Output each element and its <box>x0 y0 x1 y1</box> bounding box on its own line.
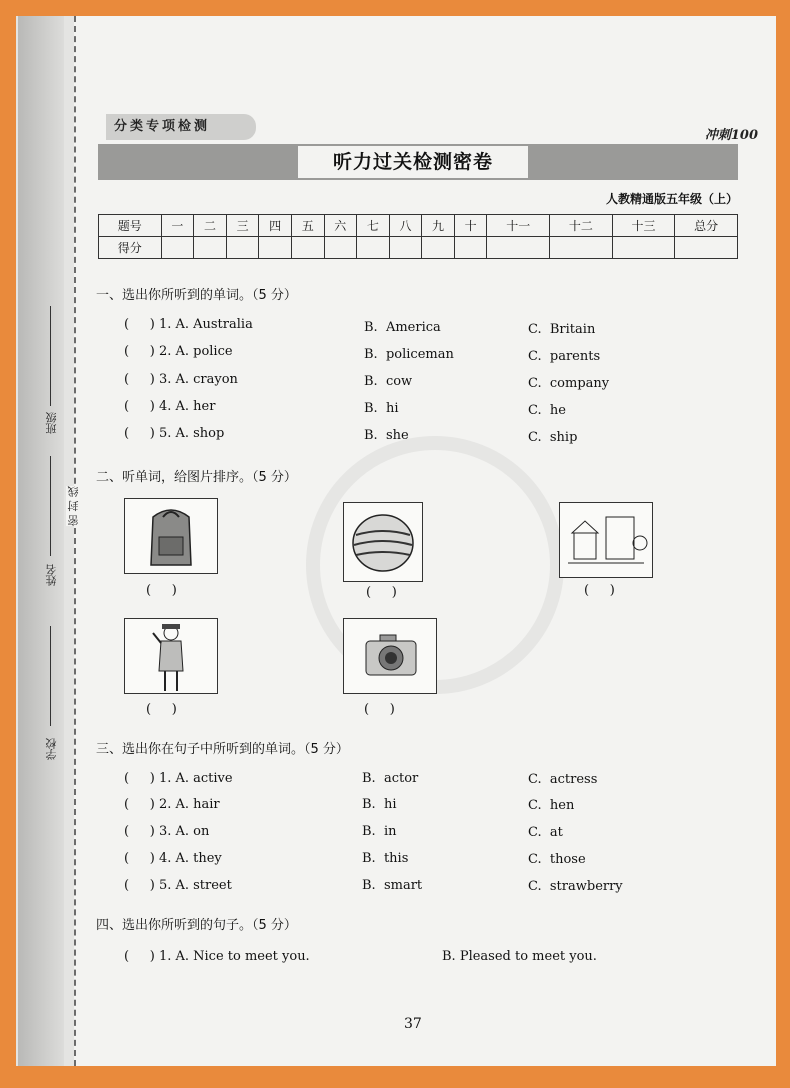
score-cell[interactable] <box>454 237 487 259</box>
page-number: 37 <box>404 1016 422 1032</box>
option-c[interactable]: C. those <box>528 852 586 867</box>
option-b[interactable]: B. America <box>364 320 441 335</box>
series-name: 冲刺100 <box>704 128 758 143</box>
option-b[interactable]: B. Pleased to meet you. <box>442 949 597 964</box>
score-cell[interactable] <box>422 237 455 259</box>
option-b[interactable]: B. policeman <box>364 347 454 362</box>
table-cell: 十三 <box>612 215 675 237</box>
section-1-title: 一、选出你所听到的单词。（5 分） <box>96 288 297 303</box>
score-cell[interactable] <box>324 237 357 259</box>
class-label: 班级 <box>45 412 58 434</box>
option-b[interactable]: B. in <box>362 824 397 839</box>
table-cell: 一 <box>161 215 194 237</box>
watermelon-icon <box>344 503 422 581</box>
question-s3-5[interactable]: ( ) 5. A. street <box>124 878 232 893</box>
schoolbag-picture <box>124 498 218 574</box>
table-cell: 三 <box>226 215 259 237</box>
answer-paren[interactable]: ( ) <box>364 702 395 717</box>
section-2-title: 二、听单词，给图片排序。（5 分） <box>96 470 297 485</box>
option-b[interactable]: B. she <box>364 428 409 443</box>
option-b[interactable]: B. smart <box>362 878 423 893</box>
question-s1-4[interactable]: ( ) 4. A. her <box>124 399 216 414</box>
question-s1-2[interactable]: ( ) 2. A. police <box>124 344 233 359</box>
section-4-title: 四、选出你所听到的句子。（5 分） <box>96 918 297 933</box>
score-cell[interactable] <box>291 237 324 259</box>
option-c[interactable]: C. ship <box>528 430 578 445</box>
option-c[interactable]: C. company <box>528 376 610 391</box>
section-3-title: 三、选出你在句子中所听到的单词。（5 分） <box>96 742 349 757</box>
score-cell[interactable] <box>357 237 390 259</box>
name-label: 姓名 <box>45 564 58 586</box>
table-cell: 十 <box>454 215 487 237</box>
score-cell[interactable] <box>389 237 422 259</box>
option-c[interactable]: C. strawberry <box>528 879 623 894</box>
cut-line <box>74 16 76 1066</box>
village-icon <box>560 503 652 577</box>
binding-strip <box>18 16 64 1066</box>
worksheet-page <box>16 16 776 1066</box>
page-title: 听力过关检测密卷 <box>332 151 493 173</box>
question-s3-3[interactable]: ( ) 3. A. on <box>124 824 210 839</box>
score-table-score-row <box>99 237 738 259</box>
question-s3-2[interactable]: ( ) 2. A. hair <box>124 797 220 812</box>
table-cell: 十二 <box>550 215 613 237</box>
village-picture <box>559 502 653 578</box>
score-cell[interactable] <box>550 237 613 259</box>
answer-paren[interactable]: ( ) <box>584 583 615 598</box>
score-cell[interactable] <box>226 237 259 259</box>
score-table <box>98 214 738 259</box>
score-cell[interactable] <box>161 237 194 259</box>
school-line <box>50 626 51 726</box>
table-cell: 八 <box>389 215 422 237</box>
schoolbag-icon <box>125 499 217 573</box>
category-tag: 分类专项检测 <box>106 114 256 140</box>
seal-line-label: 密 封 线 <box>67 486 80 526</box>
class-line <box>50 306 51 406</box>
question-s3-1[interactable]: ( ) 1. A. active <box>124 771 233 786</box>
table-cell: 十一 <box>487 215 550 237</box>
answer-paren[interactable]: ( ) <box>366 585 397 600</box>
score-cell[interactable] <box>259 237 292 259</box>
table-cell: 六 <box>324 215 357 237</box>
question-s3-4[interactable]: ( ) 4. A. they <box>124 851 222 866</box>
question-s1-1[interactable]: ( ) 1. A. Australia <box>124 317 253 332</box>
table-cell: 九 <box>422 215 455 237</box>
camera-icon <box>344 619 436 693</box>
question-s4-1[interactable]: ( ) 1. A. Nice to meet you. <box>124 949 310 964</box>
question-s1-5[interactable]: ( ) 5. A. shop <box>124 426 225 441</box>
option-b[interactable]: B. hi <box>362 797 397 812</box>
table-cell: 得分 <box>99 237 162 259</box>
score-cell[interactable] <box>194 237 227 259</box>
table-cell: 四 <box>259 215 292 237</box>
score-cell[interactable] <box>612 237 675 259</box>
option-c[interactable]: C. Britain <box>528 322 596 337</box>
option-c[interactable]: C. at <box>528 825 563 840</box>
camera-picture <box>343 618 437 694</box>
table-cell: 七 <box>357 215 390 237</box>
table-cell: 题号 <box>99 215 162 237</box>
option-c[interactable]: C. actress <box>528 772 598 787</box>
option-b[interactable]: B. this <box>362 851 409 866</box>
option-c[interactable]: C. he <box>528 403 566 418</box>
score-cell[interactable] <box>487 237 550 259</box>
edition-label: 人教精通版五年级（上） <box>605 192 738 206</box>
option-b[interactable]: B. cow <box>364 374 413 389</box>
score-table-header-row <box>99 215 738 237</box>
police-officer-icon <box>125 619 217 693</box>
table-cell: 二 <box>194 215 227 237</box>
table-cell: 五 <box>291 215 324 237</box>
answer-paren[interactable]: ( ) <box>146 583 177 598</box>
school-label: 学校 <box>45 738 58 760</box>
police-officer-picture <box>124 618 218 694</box>
question-s1-3[interactable]: ( ) 3. A. crayon <box>124 372 238 387</box>
option-c[interactable]: C. parents <box>528 349 601 364</box>
score-cell[interactable] <box>675 237 738 259</box>
name-line <box>50 456 51 556</box>
watermelon-picture <box>343 502 423 582</box>
option-b[interactable]: B. hi <box>364 401 399 416</box>
option-c[interactable]: C. hen <box>528 798 575 813</box>
option-b[interactable]: B. actor <box>362 771 419 786</box>
answer-paren[interactable]: ( ) <box>146 702 177 717</box>
table-cell: 总分 <box>675 215 738 237</box>
